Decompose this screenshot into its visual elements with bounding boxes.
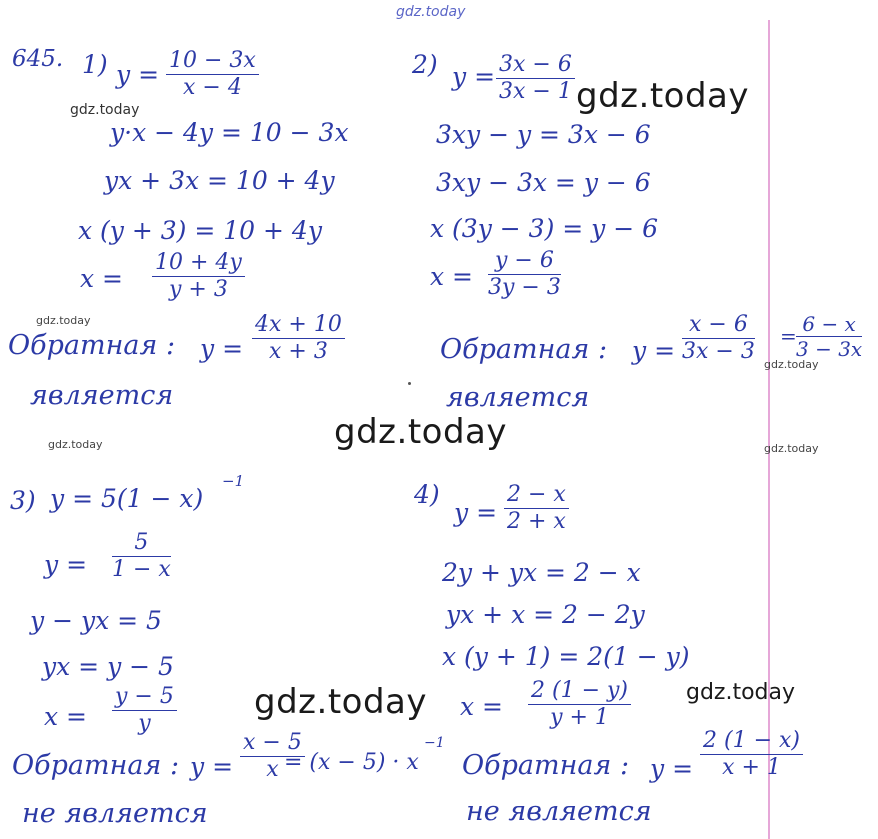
p4-inverse-denominator: x + 1 bbox=[722, 755, 781, 780]
p1-step-4-denominator: y + 3 bbox=[168, 277, 228, 302]
p4-eq-numerator: 2 − x bbox=[504, 484, 569, 509]
p2-inverse-2-numerator: 6 − x bbox=[796, 314, 862, 337]
p1-step-3: x (y + 3) = 10 + 4y bbox=[78, 216, 322, 245]
p1-step-2: yx + 3x = 10 + 4y bbox=[104, 166, 335, 195]
watermark-medium-lower-right: gdz.today bbox=[686, 680, 796, 705]
part-2-label: 2) bbox=[412, 50, 438, 79]
p4-inverse-lhs: y = bbox=[650, 754, 694, 783]
p3-step-4-fraction bbox=[112, 686, 177, 735]
p4-step-4-denominator: y + 1 bbox=[550, 705, 609, 730]
watermark-small-upper-left: gdz.today bbox=[70, 102, 140, 118]
p1-inverse-fraction bbox=[252, 314, 345, 363]
p2-step-2: 3xy − 3x = y − 6 bbox=[436, 168, 651, 197]
watermark-top: gdz.today bbox=[396, 4, 466, 20]
p4-step-4-lhs: x = bbox=[460, 692, 503, 721]
p4-equation-fraction bbox=[504, 484, 569, 533]
p4-inverse-numerator: 2 (1 − x) bbox=[700, 730, 803, 755]
p1-step-4-numerator: 10 + 4y bbox=[152, 252, 245, 277]
p3-inverse-label: Обратная : bbox=[12, 750, 180, 781]
p1-step-1: y·x − 4y = 10 − 3x bbox=[110, 118, 349, 147]
p1-inverse-denominator: x + 3 bbox=[269, 339, 328, 364]
p4-step-1: 2y + yx = 2 − x bbox=[442, 558, 641, 587]
p3-step-1-numerator: 5 bbox=[112, 532, 171, 557]
p1-inverse-lhs: y = bbox=[200, 334, 244, 363]
watermark-large-center: gdz.today bbox=[334, 412, 507, 452]
p4-step-3: x (y + 1) = 2(1 − y) bbox=[442, 642, 690, 671]
p1-step-4-fraction bbox=[152, 252, 245, 301]
p3-inverse-numerator: x − 5 bbox=[240, 732, 305, 757]
p4-step-2: yx + x = 2 − 2y bbox=[446, 600, 645, 629]
p2-step-4-denominator: 3y − 3 bbox=[488, 275, 561, 300]
p3-conclusion: не является bbox=[22, 798, 208, 829]
watermark-large-upper-right: gdz.today bbox=[576, 76, 749, 116]
watermark-large-lower-left: gdz.today bbox=[254, 682, 427, 722]
p2-step-4-fraction bbox=[488, 250, 561, 299]
p3-inverse-exponent: −1 bbox=[424, 735, 445, 751]
p3-step-1-fraction bbox=[112, 532, 171, 581]
problem-number: 645. bbox=[12, 46, 64, 72]
p3-step-3: yx = y − 5 bbox=[42, 652, 174, 681]
p2-inverse-label: Обратная : bbox=[440, 334, 608, 365]
p3-step-1-denominator: 1 − x bbox=[112, 557, 171, 582]
p1-conclusion: является bbox=[30, 380, 174, 411]
p2-equation-fraction bbox=[496, 54, 575, 103]
p2-inverse-fraction-2 bbox=[796, 314, 862, 359]
p2-step-4-numerator: y − 6 bbox=[488, 250, 561, 275]
p2-equation-lhs: y = bbox=[452, 62, 496, 91]
p4-conclusion: не является bbox=[466, 796, 652, 827]
p4-step-4-fraction bbox=[528, 680, 631, 729]
p2-conclusion: является bbox=[446, 382, 590, 413]
p2-step-4-lhs: x = bbox=[430, 262, 473, 291]
p2-inverse-numerator: x − 6 bbox=[682, 314, 755, 339]
p2-inverse-2-denominator: 3 − 3x bbox=[796, 337, 863, 361]
watermark-xs-right: gdz.today bbox=[764, 358, 819, 371]
p4-eq-denominator: 2 + x bbox=[507, 509, 566, 534]
p3-inverse-rest: = (x − 5) · x bbox=[284, 750, 419, 775]
p2-eq-numerator: 3x − 6 bbox=[496, 54, 575, 79]
p1-step-4-lhs: x = bbox=[80, 264, 123, 293]
part-3-label: 3) bbox=[10, 486, 36, 515]
p2-eq-denominator: 3x − 1 bbox=[499, 79, 572, 104]
p1-eq-numerator: 10 − 3x bbox=[166, 50, 259, 75]
p3-inverse-lhs: y = bbox=[190, 752, 234, 781]
p1-inverse-label: Обратная : bbox=[8, 330, 176, 361]
p3-step-4-numerator: y − 5 bbox=[112, 686, 177, 711]
p1-equation-fraction bbox=[166, 50, 259, 99]
p1-inverse-numerator: 4x + 10 bbox=[252, 314, 345, 339]
notebook-margin-line bbox=[768, 20, 770, 839]
p2-step-3: x (3y − 3) = y − 6 bbox=[430, 214, 659, 243]
p3-step-1-lhs: y = bbox=[44, 550, 88, 579]
p1-eq-denominator: x − 4 bbox=[183, 75, 242, 100]
p3-equation: y = 5(1 − x) bbox=[50, 484, 204, 513]
part-4-label: 4) bbox=[414, 480, 440, 509]
p3-step-4-lhs: x = bbox=[44, 702, 87, 731]
p3-equation-exponent: −1 bbox=[222, 472, 245, 490]
p4-inverse-label: Обратная : bbox=[462, 750, 630, 781]
p3-step-2: y − yx = 5 bbox=[30, 606, 162, 635]
p4-equation-lhs: y = bbox=[454, 498, 498, 527]
p2-inverse-lhs: y = bbox=[632, 336, 676, 365]
ink-dot bbox=[408, 382, 411, 385]
watermark-xs-mid-right: gdz.today bbox=[764, 442, 819, 455]
p3-step-4-denominator: y bbox=[138, 711, 151, 736]
p4-step-4-numerator: 2 (1 − y) bbox=[528, 680, 631, 705]
part-1-label: 1) bbox=[82, 50, 108, 79]
watermark-xs-left: gdz.today bbox=[36, 314, 91, 327]
p3-inverse-denominator: x bbox=[266, 757, 279, 782]
p2-step-1: 3xy − y = 3x − 6 bbox=[436, 120, 651, 149]
p4-inverse-fraction bbox=[700, 730, 803, 779]
watermark-xs-mid-left: gdz.today bbox=[48, 438, 103, 451]
p2-inverse-denominator: 3x − 3 bbox=[682, 339, 755, 364]
p2-inverse-equals: = bbox=[780, 324, 797, 348]
p1-equation-lhs: y = bbox=[116, 60, 160, 89]
p2-inverse-fraction bbox=[682, 314, 755, 363]
